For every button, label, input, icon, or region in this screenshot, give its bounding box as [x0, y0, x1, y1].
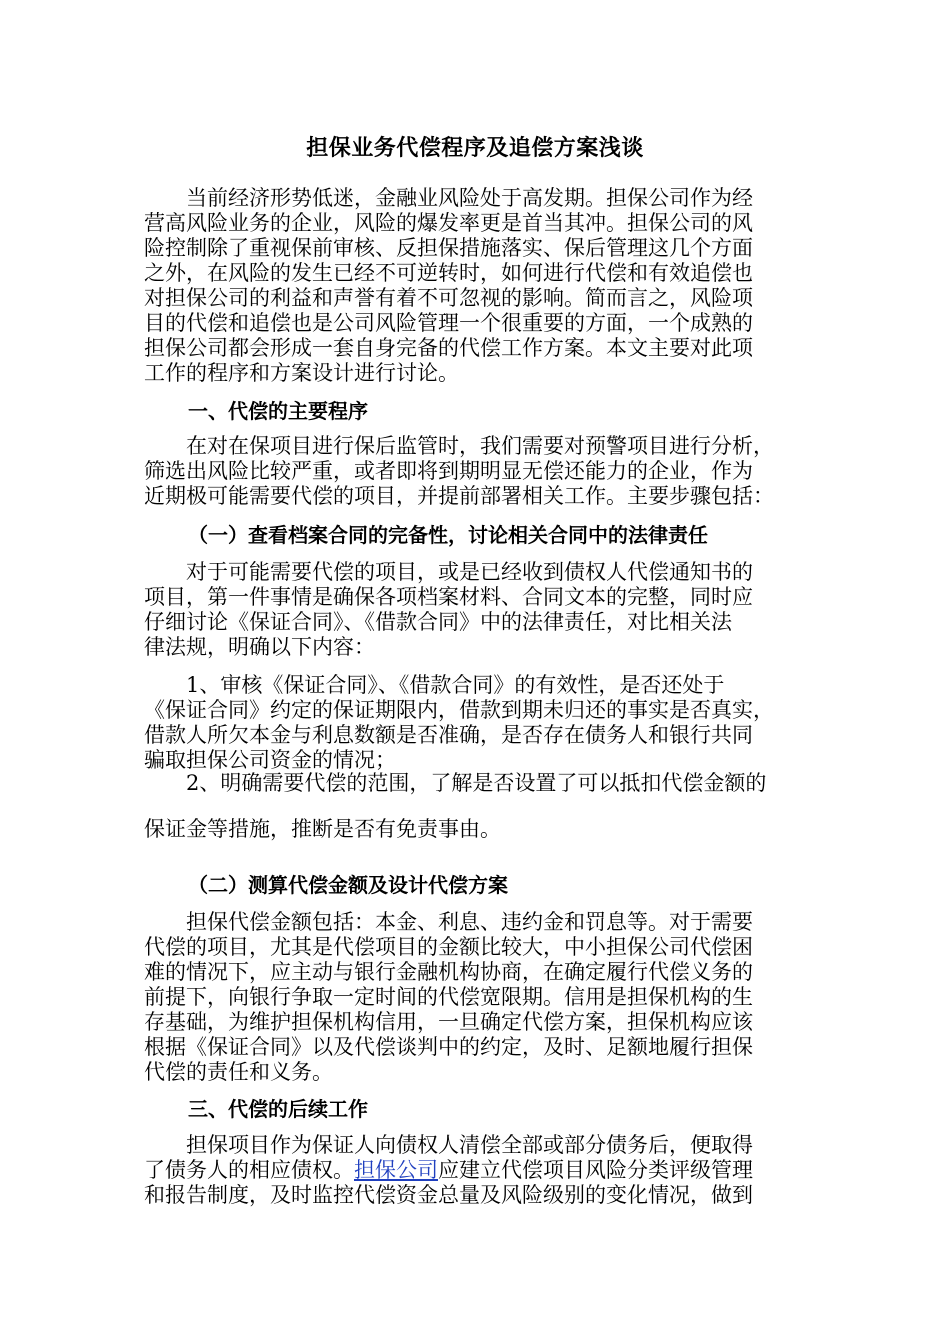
text-line: 担保项目作为保证人向债权人清偿全部或部分债务后，便取得	[144, 1133, 753, 1157]
text-line: 前提下，向银行争取一定时间的代偿宽限期。信用是担保机构的生	[144, 985, 753, 1009]
text-line: 保证金等措施，推断是否有免责事由。	[144, 817, 501, 841]
text-line: 营高风险业务的企业，风险的爆发率更是首当其冲。担保公司的风	[144, 211, 753, 235]
text-line: 借款人所欠本金与利息数额是否准确，是否存在债务人和银行共同	[144, 723, 753, 747]
subsection-heading-2: （二）测算代偿金额及设计代偿方案	[188, 873, 508, 897]
text-fragment: 了债务人的相应债权。	[144, 1158, 354, 1182]
list-item-2	[144, 771, 822, 842]
text-line: 代偿的责任和义务。	[144, 1060, 333, 1084]
text-line: 担保代偿金额包括：本金、利息、违约金和罚息等。对于需要	[144, 910, 753, 934]
text-line: 项目，第一件事情是确保各项档案材料、合同文本的完整，同时应	[144, 585, 753, 609]
section1-paragraph	[144, 434, 822, 509]
text-line: 担保公司都会形成一套自身完备的代偿工作方案。本文主要对此项	[144, 336, 753, 360]
text-line: 律法规，明确以下内容：	[144, 635, 375, 659]
text-line: 和报告制度，及时监控代偿资金总量及风险级别的变化情况，做到	[144, 1183, 753, 1207]
intro-paragraph	[144, 186, 822, 386]
text-line: 工作的程序和方案设计进行讨论。	[144, 361, 459, 385]
subsection-heading-1: （一）查看档案合同的完备性，讨论相关合同中的法律责任	[188, 523, 708, 547]
list-item-1	[144, 673, 822, 773]
text-line: 代偿的项目，尤其是代偿项目的金额比较大，中小担保公司代偿困	[144, 935, 753, 959]
text-line: 存基础，为维护担保机构信用，一旦确定代偿方案，担保机构应该	[144, 1010, 753, 1034]
company-link[interactable]: 担保公司	[354, 1158, 438, 1182]
text-line: 对于可能需要代偿的项目，或是已经收到债权人代偿通知书的	[144, 560, 753, 584]
text-line: 在对在保项目进行保后监管时，我们需要对预警项目进行分析，	[144, 434, 774, 458]
subsection2-paragraph	[144, 910, 822, 1085]
text-fragment: 应建立代偿项目风险分类评级管理	[438, 1158, 753, 1182]
text-line: 难的情况下，应主动与银行金融机构协商，在确定履行代偿义务的	[144, 960, 753, 984]
text-line: 对担保公司的利益和声誉有着不可忽视的影响。简而言之，风险项	[144, 286, 753, 310]
text-line: 骗取担保公司资金的情况；	[144, 748, 396, 772]
text-line: 目的代偿和追偿也是公司风险管理一个很重要的方面，一个成熟的	[144, 311, 753, 335]
section3-paragraph	[144, 1133, 822, 1208]
text-line: 之外，在风险的发生已经不可逆转时，如何进行代偿和有效追偿也	[144, 261, 753, 285]
text-line: 1、审核《保证合同》、《借款合同》的有效性，是否还处于	[144, 673, 725, 697]
subsection1-paragraph	[144, 560, 822, 660]
text-line: 《保证合同》约定的保证期限内，借款到期未归还的事实是否真实，	[144, 698, 774, 722]
text-line: 根据《保证合同》以及代偿谈判中的约定，及时、足额地履行担保	[144, 1035, 753, 1059]
text-line: 2、明确需要代偿的范围，了解是否设置了可以抵扣代偿金额的	[144, 771, 767, 795]
text-line: 当前经济形势低迷，金融业风险处于高发期。担保公司作为经	[144, 186, 753, 210]
document-title: 担保业务代偿程序及追偿方案浅谈	[306, 136, 644, 161]
text-line: 筛选出风险比较严重，或者即将到期明显无偿还能力的企业，作为	[144, 459, 753, 483]
section-heading-3: 三、代偿的后续工作	[188, 1097, 368, 1121]
text-line: 仔细讨论《保证合同》、《借款合同》中的法律责任，对比相关法	[144, 610, 732, 634]
section-heading-1: 一、代偿的主要程序	[188, 399, 368, 423]
text-line	[144, 1158, 822, 1183]
text-line: 近期极可能需要代偿的项目，并提前部署相关工作。主要步骤包括：	[144, 484, 774, 508]
text-line: 险控制除了重视保前审核、反担保措施落实、保后管理这几个方面	[144, 236, 753, 260]
